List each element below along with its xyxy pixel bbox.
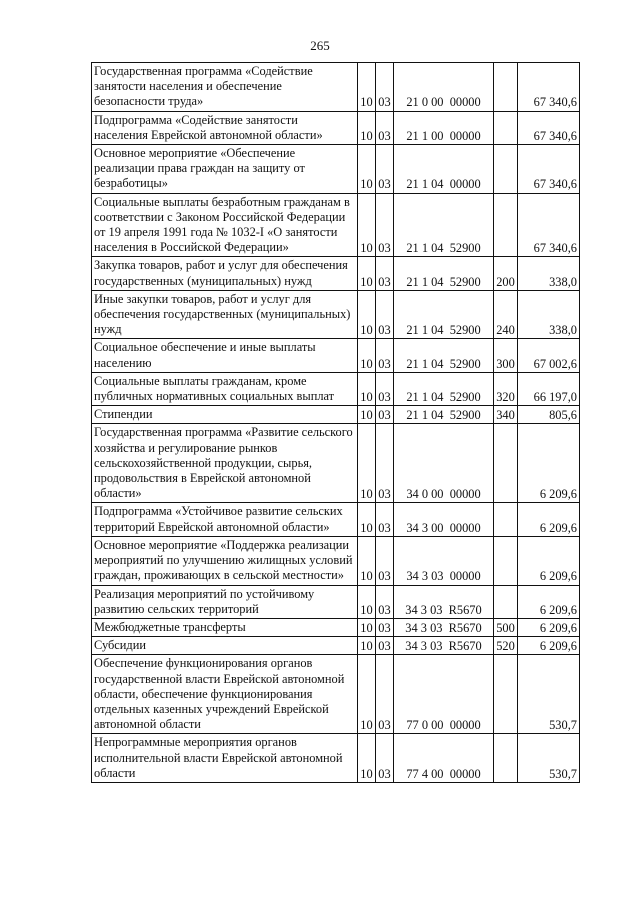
row-name-cell: Непрограммные мероприятия органов исполнительной власти Еврейской автономной области (92, 734, 358, 783)
section-code-cell: 10 (358, 424, 376, 503)
subsection-code-cell: 03 (376, 618, 394, 636)
section-code-cell: 10 (358, 339, 376, 372)
page-number: 265 (310, 38, 330, 53)
subsection-code-cell: 03 (376, 424, 394, 503)
row-name-cell: Реализация мероприятий по устойчивому развитию сельских территорий (92, 585, 358, 618)
target-article-cell: 77 0 00 00000 (394, 655, 494, 734)
target-article-cell: 21 1 04 52900 (394, 372, 494, 405)
subsection-code-cell: 03 (376, 536, 394, 585)
table-row (92, 585, 580, 618)
expense-type-cell (494, 193, 518, 257)
amount-cell: 6 209,6 (518, 637, 580, 655)
section-code-cell: 10 (358, 655, 376, 734)
amount-cell: 67 340,6 (518, 193, 580, 257)
table-row (92, 536, 580, 585)
table-row (92, 637, 580, 655)
amount-cell: 67 340,6 (518, 111, 580, 144)
row-name-cell: Государственная программа «Развитие сельского хозяйства и регулирование рынков сельскохозяйственной продукции, сырья, продовольствия в Еврейской автономной области» (92, 424, 358, 503)
section-code-cell: 10 (358, 257, 376, 290)
subsection-code-cell: 03 (376, 257, 394, 290)
amount-cell: 338,0 (518, 257, 580, 290)
table-row (92, 655, 580, 734)
subsection-code-cell: 03 (376, 63, 394, 112)
table-row (92, 618, 580, 636)
table-row (92, 734, 580, 783)
amount-cell: 66 197,0 (518, 372, 580, 405)
subsection-code-cell: 03 (376, 734, 394, 783)
row-name-cell: Основное мероприятие «Обеспечение реализации права граждан на защиту от безработицы» (92, 145, 358, 194)
expense-type-cell (494, 503, 518, 536)
amount-cell: 530,7 (518, 734, 580, 783)
row-name-cell: Социальные выплаты гражданам, кроме публичных нормативных социальных выплат (92, 372, 358, 405)
target-article-cell: 21 1 04 00000 (394, 145, 494, 194)
subsection-code-cell: 03 (376, 290, 394, 339)
row-name-cell: Стипендии (92, 406, 358, 424)
row-name-cell: Социальные выплаты безработным гражданам в соответствии с Законом Российской Федерации от 19 апреля 1991 года № 1032-I «О занятости населения в Российской Федерации» (92, 193, 358, 257)
amount-cell: 67 340,6 (518, 145, 580, 194)
section-code-cell: 10 (358, 145, 376, 194)
amount-cell: 6 209,6 (518, 585, 580, 618)
row-name-cell: Основное мероприятие «Поддержка реализации мероприятий по улучшению жилищных условий граждан, проживающих в сельской местности» (92, 536, 358, 585)
section-code-cell: 10 (358, 372, 376, 405)
row-name-cell: Субсидии (92, 637, 358, 655)
amount-cell: 6 209,6 (518, 424, 580, 503)
expense-type-cell: 340 (494, 406, 518, 424)
expense-type-cell (494, 145, 518, 194)
subsection-code-cell: 03 (376, 193, 394, 257)
expense-type-cell (494, 585, 518, 618)
expense-type-cell (494, 536, 518, 585)
target-article-cell: 34 3 03 R5670 (394, 637, 494, 655)
amount-cell: 6 209,6 (518, 503, 580, 536)
table-row (92, 257, 580, 290)
amount-cell: 530,7 (518, 655, 580, 734)
subsection-code-cell: 03 (376, 503, 394, 536)
amount-cell: 338,0 (518, 290, 580, 339)
section-code-cell: 10 (358, 503, 376, 536)
table-row (92, 145, 580, 194)
target-article-cell: 21 1 04 52900 (394, 290, 494, 339)
target-article-cell: 34 3 00 00000 (394, 503, 494, 536)
table-row (92, 290, 580, 339)
row-name-cell: Подпрограмма «Устойчивое развитие сельских территорий Еврейской автономной области» (92, 503, 358, 536)
section-code-cell: 10 (358, 618, 376, 636)
subsection-code-cell: 03 (376, 339, 394, 372)
target-article-cell: 21 1 04 52900 (394, 406, 494, 424)
target-article-cell: 21 1 00 00000 (394, 111, 494, 144)
target-article-cell: 34 3 03 R5670 (394, 585, 494, 618)
table-row (92, 424, 580, 503)
subsection-code-cell: 03 (376, 145, 394, 194)
expense-type-cell: 300 (494, 339, 518, 372)
amount-cell: 6 209,6 (518, 536, 580, 585)
expense-type-cell (494, 63, 518, 112)
amount-cell: 6 209,6 (518, 618, 580, 636)
amount-cell: 67 340,6 (518, 63, 580, 112)
row-name-cell: Закупка товаров, работ и услуг для обеспечения государственных (муниципальных) нужд (92, 257, 358, 290)
section-code-cell: 10 (358, 63, 376, 112)
expense-type-cell: 240 (494, 290, 518, 339)
table-row (92, 406, 580, 424)
table-row (92, 372, 580, 405)
expense-type-cell (494, 734, 518, 783)
target-article-cell: 21 1 04 52900 (394, 193, 494, 257)
expense-type-cell (494, 424, 518, 503)
target-article-cell: 21 1 04 52900 (394, 339, 494, 372)
budget-table-body (92, 63, 580, 783)
table-row (92, 63, 580, 112)
target-article-cell: 34 3 03 R5670 (394, 618, 494, 636)
target-article-cell: 21 1 04 52900 (394, 257, 494, 290)
target-article-cell: 21 0 00 00000 (394, 63, 494, 112)
section-code-cell: 10 (358, 536, 376, 585)
section-code-cell: 10 (358, 637, 376, 655)
subsection-code-cell: 03 (376, 372, 394, 405)
amount-cell: 67 002,6 (518, 339, 580, 372)
section-code-cell: 10 (358, 585, 376, 618)
expense-type-cell (494, 111, 518, 144)
table-row (92, 111, 580, 144)
expense-type-cell (494, 655, 518, 734)
amount-cell: 805,6 (518, 406, 580, 424)
target-article-cell: 77 4 00 00000 (394, 734, 494, 783)
subsection-code-cell: 03 (376, 637, 394, 655)
target-article-cell: 34 0 00 00000 (394, 424, 494, 503)
expense-type-cell: 520 (494, 637, 518, 655)
subsection-code-cell: 03 (376, 655, 394, 734)
subsection-code-cell: 03 (376, 585, 394, 618)
table-row (92, 339, 580, 372)
subsection-code-cell: 03 (376, 111, 394, 144)
budget-table (91, 62, 580, 783)
table-row (92, 193, 580, 257)
expense-type-cell: 200 (494, 257, 518, 290)
section-code-cell: 10 (358, 406, 376, 424)
row-name-cell: Обеспечение функционирования органов государственной власти Еврейской автономной области, обеспечение функционирования отдельных казенных учреждений Еврейской автономной области (92, 655, 358, 734)
row-name-cell: Иные закупки товаров, работ и услуг для обеспечения государственных (муниципальных) нужд (92, 290, 358, 339)
section-code-cell: 10 (358, 734, 376, 783)
row-name-cell: Межбюджетные трансферты (92, 618, 358, 636)
target-article-cell: 34 3 03 00000 (394, 536, 494, 585)
section-code-cell: 10 (358, 111, 376, 144)
row-name-cell: Государственная программа «Содействие занятости населения и обеспечение безопасности труда» (92, 63, 358, 112)
section-code-cell: 10 (358, 290, 376, 339)
table-row (92, 503, 580, 536)
section-code-cell: 10 (358, 193, 376, 257)
expense-type-cell: 320 (494, 372, 518, 405)
row-name-cell: Подпрограмма «Содействие занятости населения Еврейской автономной области» (92, 111, 358, 144)
expense-type-cell: 500 (494, 618, 518, 636)
row-name-cell: Социальное обеспечение и иные выплаты населению (92, 339, 358, 372)
subsection-code-cell: 03 (376, 406, 394, 424)
